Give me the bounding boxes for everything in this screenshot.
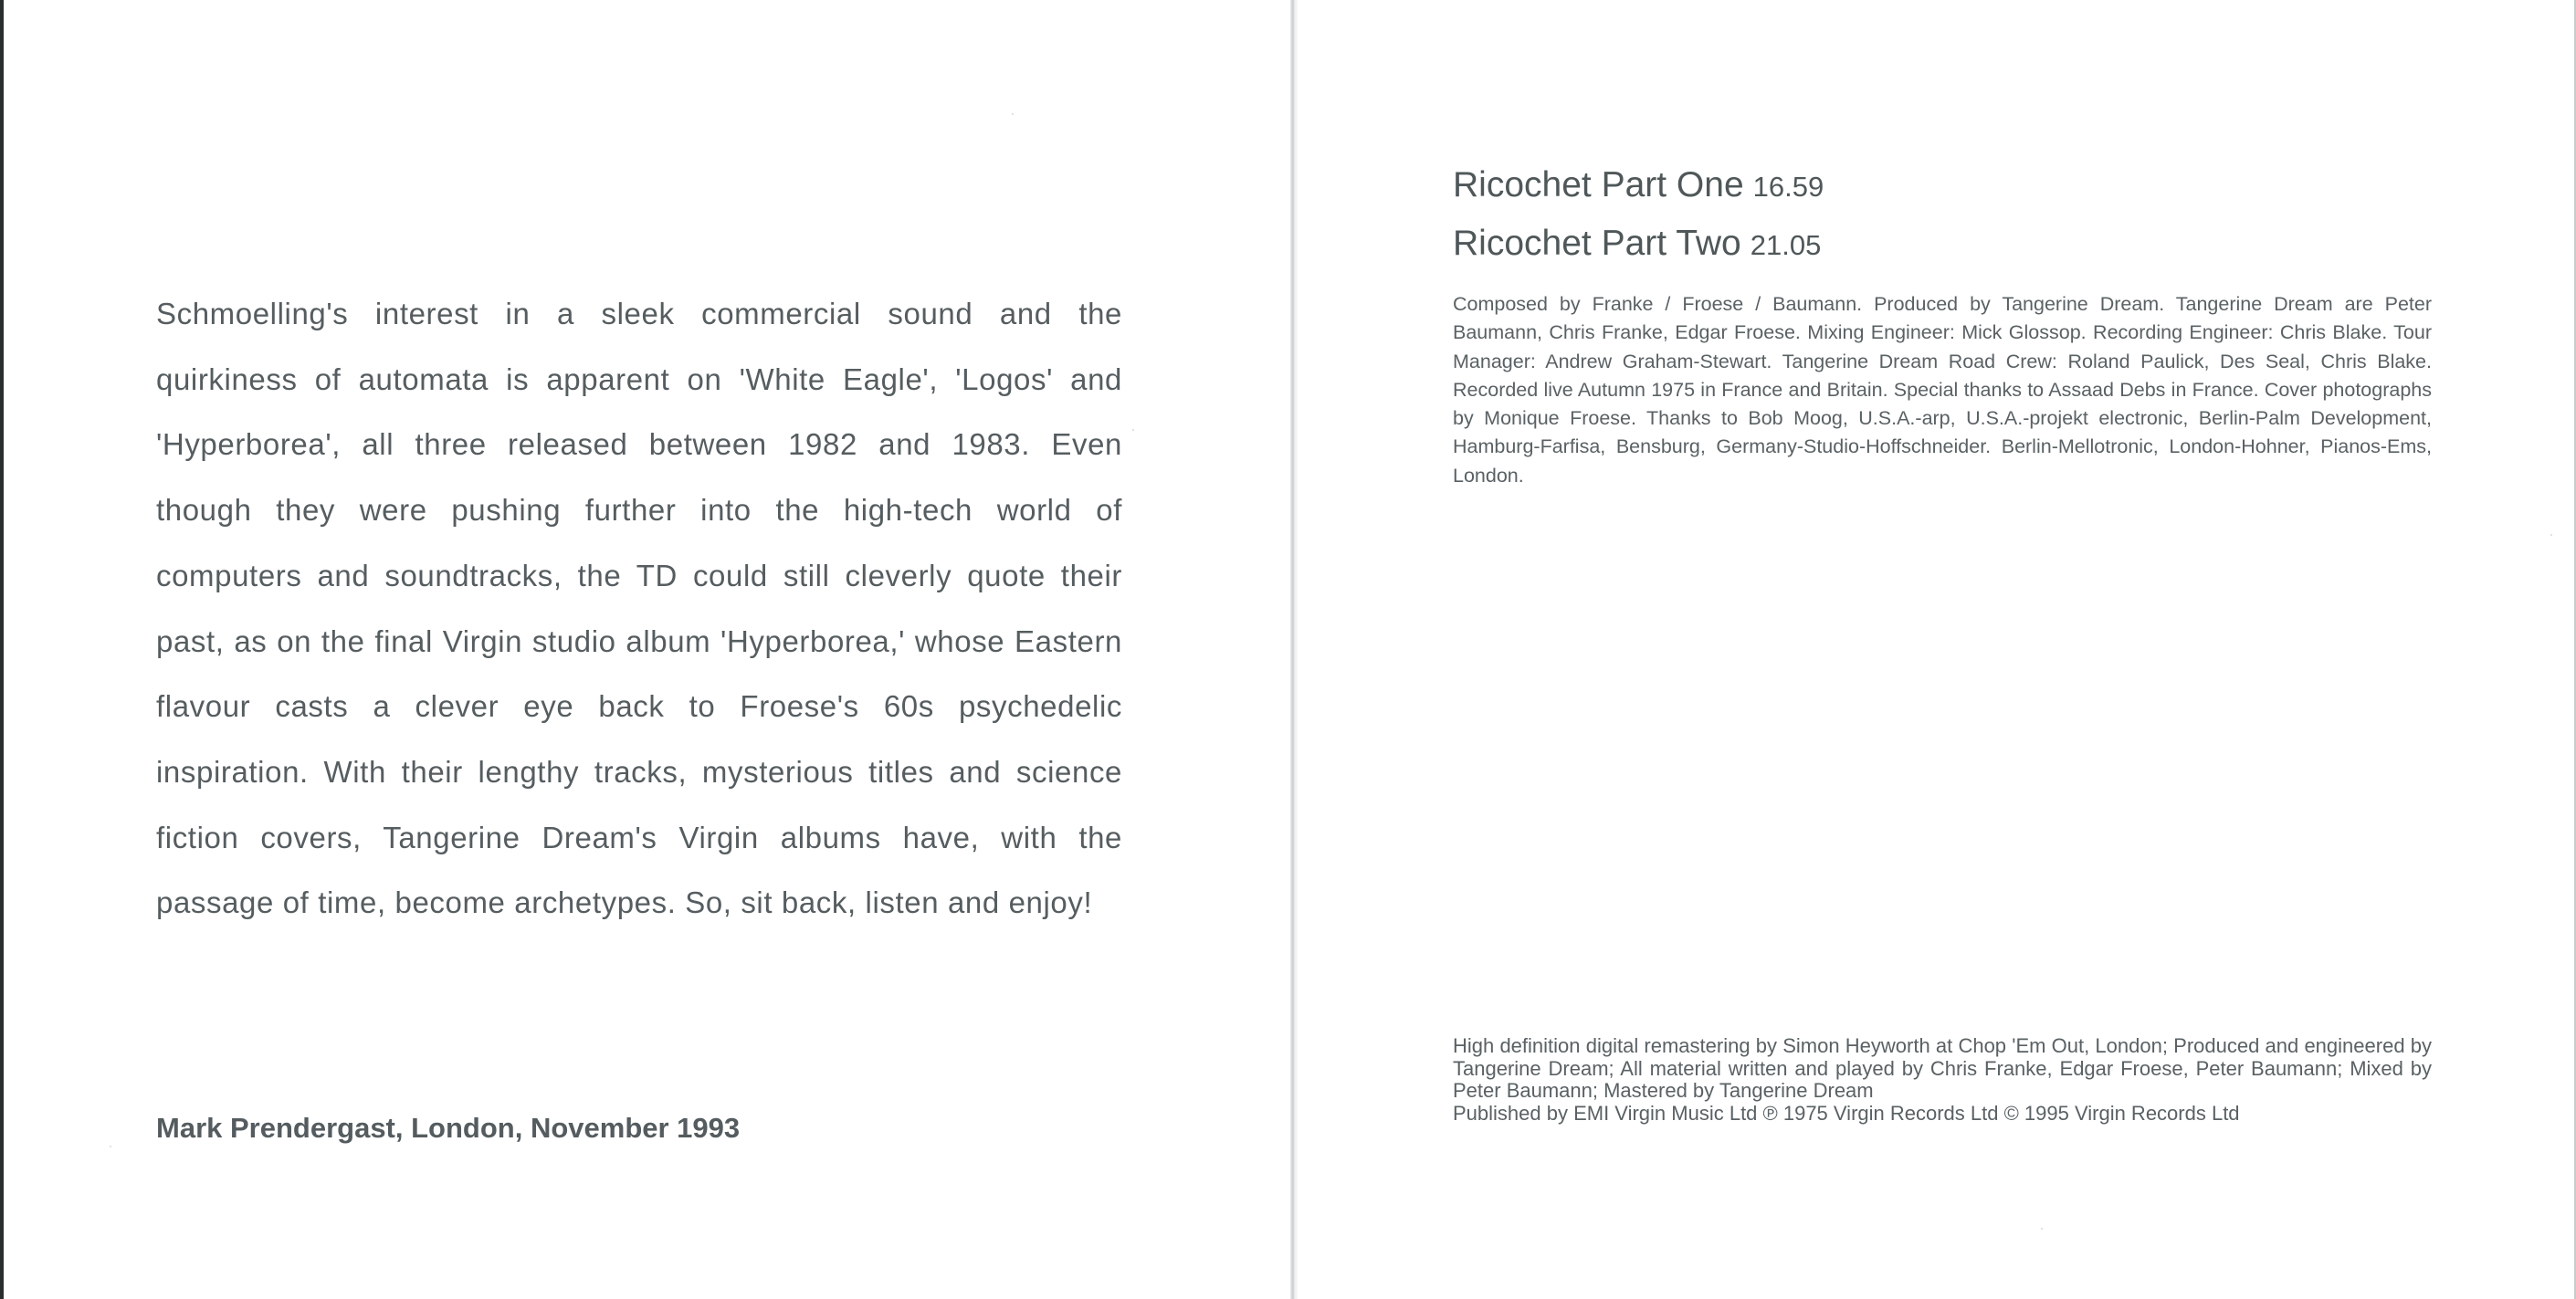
- publishing-notice: Published by EMI Virgin Music Ltd ℗ 1975 Virgin Records Ltd © 1995 Virgin Records Ltd: [1453, 1101, 2240, 1125]
- paper-speck: [1012, 113, 1014, 115]
- author-signature: Mark Prendergast, London, November 1993: [156, 1112, 741, 1144]
- paper-speck: [2550, 534, 2552, 536]
- production-notes: [1453, 1035, 2432, 1125]
- paper-speck: [2041, 1228, 2043, 1230]
- track-list: [1453, 157, 1824, 274]
- booklet-spine-fold: [1290, 0, 1298, 1299]
- paper-speck: [110, 1146, 111, 1147]
- track-duration: 16.59: [1752, 171, 1824, 203]
- remastering-credits: High definition digital remastering by Simon Heyworth at Chop 'Em Out, London; Produced and engineered by Tangerine Dream; All material written and played by Chris Franke, Edgar Froese, Peter Baumann; Mixed by Peter Baumann; Mastered by Tangerine Dream: [1453, 1034, 2432, 1102]
- track-duration: 21.05: [1750, 229, 1822, 261]
- track-item: [1453, 157, 1824, 215]
- track-item: [1453, 215, 1824, 274]
- paper-speck: [1132, 429, 1134, 431]
- album-credits: Composed by Franke / Froese / Baumann. Produced by Tangerine Dream. Tangerine Dream are Peter Baumann, Chris Franke, Edgar Froese. Mixing Engineer: Mick Glossop. Recording Engineer: Chris Blake. Tour Manager: Andrew Graham-Stewart. Tangerine Dream Road Crew: Roland Paulick, Des Seal, Chris Blake. Recorded live Autumn 1975 in France and Britain. Special thanks to Assaad Debs in France. Cover photographs by Monique Froese. Thanks to Bob Moog, U.S.A.-arp, U.S.A.-projekt electronic, Berlin-Palm Development, Hamburg-Farfisa, Bensburg, Germany-Studio-Hoffschneider. Berlin-Mellotronic, London-Hohner, Pianos-Ems, London.: [1453, 293, 2432, 487]
- left-page-edge: [0, 0, 4, 1299]
- track-title: Ricochet Part Two: [1453, 224, 1741, 263]
- track-title: Ricochet Part One: [1453, 165, 1744, 204]
- essay-paragraph: Schmoelling's interest in a sleek commercial sound and the quirkiness of automata is apparent on 'White Eagle', 'Logos' and 'Hyperborea', all three released between 1982 and 1983. Even though they were pushing further into the high-tech world of computers and soundtracks, the TD could still cleverly quote their past, as on the final Virgin studio album 'Hyperborea,' whose Eastern flavour casts a clever eye back to Froese's 60s psychedelic inspiration. With their lengthy tracks, mysterious titles and science fiction covers, Tangerine Dream's Virgin albums have, with the passage of time, become archetypes. So, sit back, listen and enjoy!: [156, 297, 1122, 920]
